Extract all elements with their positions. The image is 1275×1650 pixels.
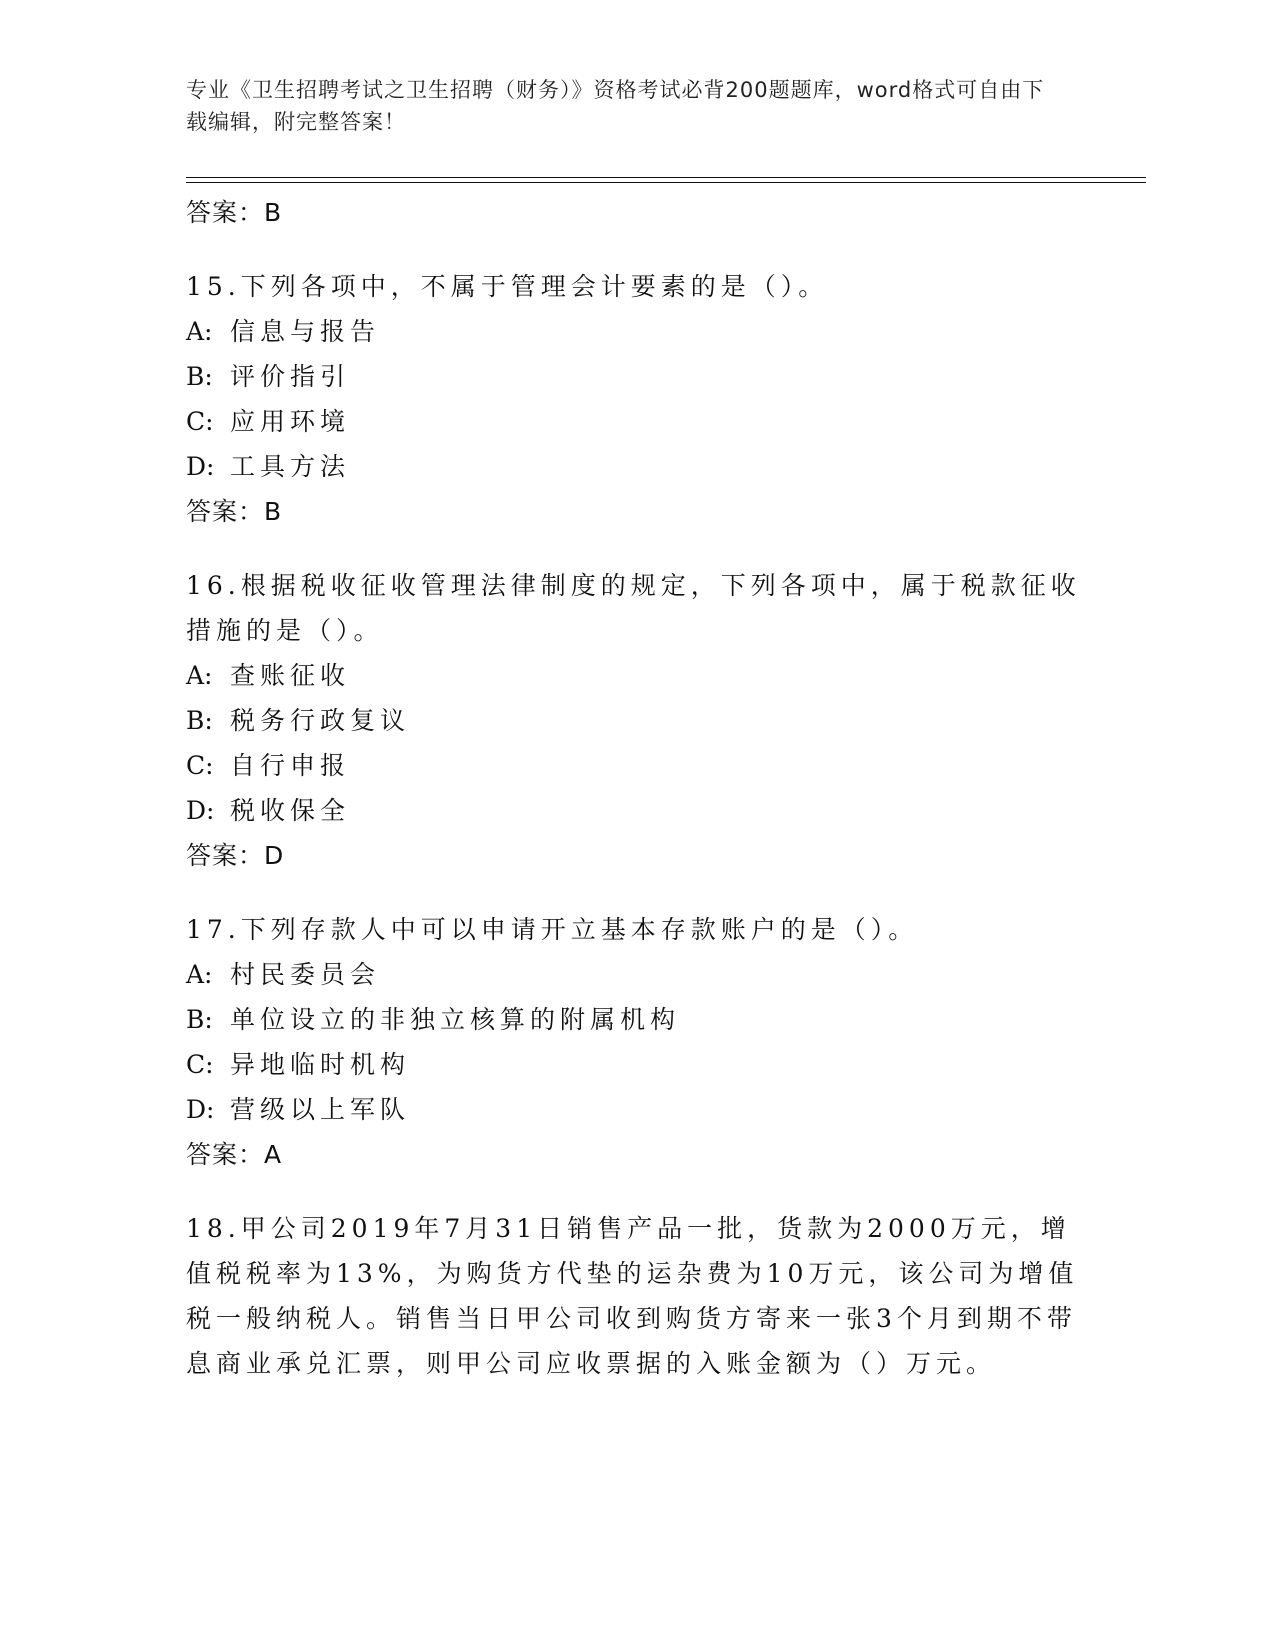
question-text: 15.下列各项中，不属于管理会计要素的是（）。 bbox=[186, 272, 829, 301]
question-text: 16.根据税收征收管理法律制度的规定，下列各项中，属于税款征收措施的是（）。 bbox=[186, 571, 1081, 645]
option-key: A: bbox=[186, 317, 213, 346]
header-divider-top bbox=[186, 177, 1146, 178]
option-d bbox=[186, 444, 1086, 489]
option-key: B: bbox=[186, 1005, 213, 1034]
option-text: 工具方法 bbox=[230, 452, 351, 481]
option-c bbox=[186, 399, 1086, 444]
option-b bbox=[186, 354, 1086, 399]
option-key: B: bbox=[186, 706, 213, 735]
option-key: C: bbox=[186, 407, 214, 436]
option-text: 评价指引 bbox=[230, 362, 351, 391]
option-key: C: bbox=[186, 1050, 214, 1079]
option-text: 税收保全 bbox=[230, 796, 351, 825]
option-d bbox=[186, 788, 1086, 833]
question-list bbox=[186, 190, 1086, 1386]
question-16 bbox=[186, 563, 1086, 878]
page-header bbox=[186, 74, 1066, 138]
option-key: D: bbox=[186, 796, 215, 825]
question-text: 18.甲公司2019年7月31日销售产品一批，货款为2000万元，增值税税率为13%，为购货方代垫的运杂费为10万元，该公司为增值税一般纳税人。销售当日甲公司收到购货方寄来一张3个月到期不带息商业承兑汇票，则甲公司应收票据的入账金额为（）万元。 bbox=[186, 1214, 1079, 1378]
answer: 答案：A bbox=[186, 1140, 283, 1169]
option-key: B: bbox=[186, 362, 213, 391]
option-a bbox=[186, 952, 1086, 997]
option-key: A: bbox=[186, 661, 213, 690]
question-15 bbox=[186, 264, 1086, 534]
option-text: 税务行政复议 bbox=[230, 706, 411, 735]
option-c bbox=[186, 1042, 1086, 1087]
option-text: 异地临时机构 bbox=[230, 1050, 411, 1079]
option-text: 查账征收 bbox=[230, 661, 351, 690]
option-text: 村民委员会 bbox=[230, 960, 381, 989]
option-key: D: bbox=[186, 452, 215, 481]
header-title: 专业《卫生招聘考试之卫生招聘（财务）》资格考试必背200题题库，word格式可自由下载编辑，附完整答案！ bbox=[186, 78, 1045, 134]
question-17 bbox=[186, 907, 1086, 1177]
option-b bbox=[186, 698, 1086, 743]
header-divider-bottom bbox=[186, 182, 1146, 183]
answer: 答案：D bbox=[186, 841, 285, 870]
option-key: A: bbox=[186, 960, 213, 989]
option-c bbox=[186, 743, 1086, 788]
option-b bbox=[186, 997, 1086, 1042]
option-d bbox=[186, 1087, 1086, 1132]
question-18 bbox=[186, 1206, 1086, 1386]
option-text: 单位设立的非独立核算的附属机构 bbox=[230, 1005, 681, 1034]
option-key: C: bbox=[186, 751, 214, 780]
option-a bbox=[186, 309, 1086, 354]
option-text: 营级以上军队 bbox=[230, 1095, 411, 1124]
previous-answer: 答案：B bbox=[186, 198, 283, 227]
answer: 答案：B bbox=[186, 497, 283, 526]
option-a bbox=[186, 653, 1086, 698]
option-key: D: bbox=[186, 1095, 215, 1124]
option-text: 信息与报告 bbox=[230, 317, 381, 346]
option-text: 自行申报 bbox=[230, 751, 351, 780]
question-text: 17.下列存款人中可以申请开立基本存款账户的是（）。 bbox=[186, 915, 919, 944]
option-text: 应用环境 bbox=[230, 407, 351, 436]
